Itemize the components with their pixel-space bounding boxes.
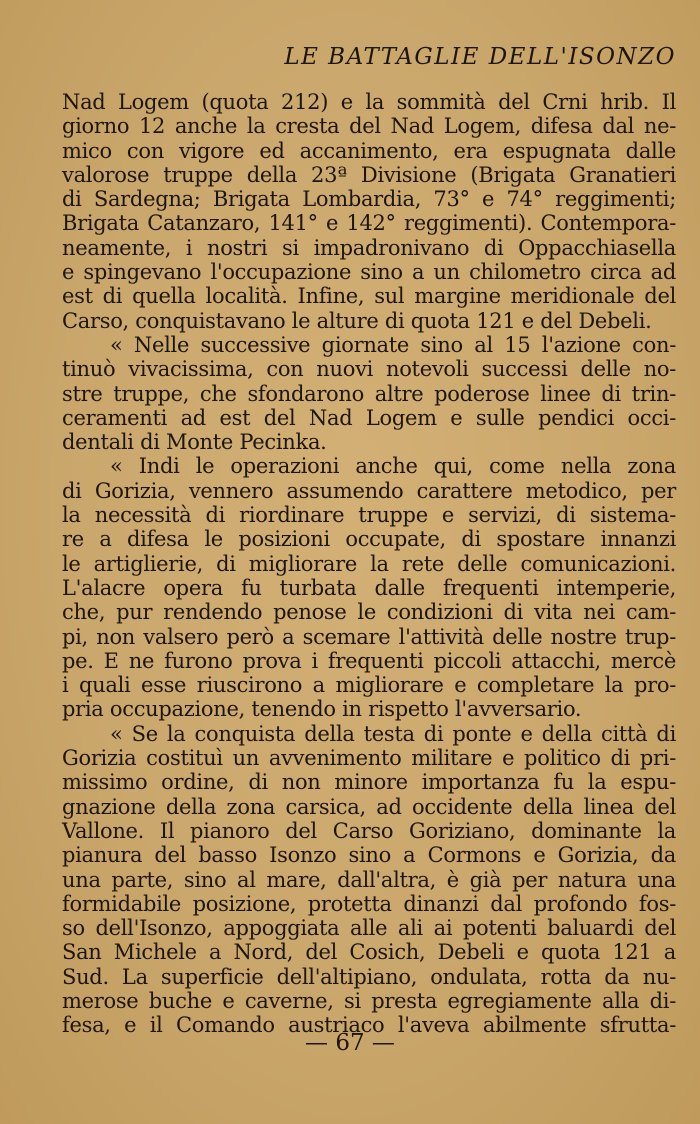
text-line: tinuò vivacissima, con nuovi notevoli successi delle no- <box>62 357 676 382</box>
text-line: L'alacre opera fu turbata dalle frequenti intemperie, <box>62 575 676 600</box>
text-line: pianura del basso Isonzo sino a Cormons e Gorizia, da <box>62 843 676 868</box>
text-line: merose buche e caverne, si presta egregiamente alla di- <box>62 988 676 1013</box>
text-line: Gorizia costituì un avvenimento militare e politico di pri- <box>62 746 676 771</box>
text-line: valorose truppe della 23ª Divisione (Brigata Granatieri <box>62 162 676 187</box>
text-line: i quali esse riuscirono a migliorare e completare la pro- <box>62 673 676 698</box>
text-line: San Michele a Nord, del Cosich, Debeli e quota 121 a <box>62 940 676 965</box>
text-line: stre truppe, che sfondarono altre poderose linee di trin- <box>62 381 676 406</box>
text-line: gnazione della zona carsica, ad occidente della linea del <box>62 794 676 819</box>
text-line: Nad Logem (quota 212) e la sommità del Crni hrib. Il <box>62 90 676 114</box>
text-line: Vallone. Il pianoro del Carso Goriziano, dominante la <box>62 818 676 843</box>
text-line: est di quella località. Infine, sul margine meridionale del <box>62 284 676 309</box>
text-line: « Indi le operazioni anche qui, come nella zona <box>110 454 676 479</box>
text-line: una parte, sino al mare, dall'altra, è già per natura una <box>62 867 676 892</box>
text-line: Sud. La superficie dell'altipiano, ondulata, rotta da nu- <box>62 964 676 989</box>
text-line: di Sardegna; Brigata Lombardia, 73° e 74° reggimenti; <box>62 187 676 212</box>
text-line: la necessità di riordinare truppe e servizi, di sistema- <box>62 503 676 528</box>
text-line: Brigata Catanzaro, 141° e 142° reggimenti). Contempora- <box>62 211 676 236</box>
text-line: missimo ordine, di non minore importanza fu la espu- <box>62 770 676 795</box>
text-line: neamente, i nostri si impadronivano di Oppacchiasella <box>62 235 676 260</box>
text-line: le artiglierie, di migliorare la rete delle comunicazioni. <box>62 551 676 576</box>
text-line: dentali di Monte Pecinka. <box>62 430 327 455</box>
text-line: so dell'Isonzo, appoggiata alle ali ai potenti baluardi del <box>62 916 676 941</box>
text-line: pe. E ne furono prova i frequenti piccoli attacchi, mercè <box>62 648 676 673</box>
text-line: ceramenti ad est del Nad Logem e sulle pendici occi- <box>62 405 676 430</box>
text-line: giorno 12 anche la cresta del Nad Logem, difesa dal ne- <box>62 114 676 139</box>
page-number: — 67 — <box>305 1030 395 1056</box>
text-line: e spingevano l'occupazione sino a un chilometro circa ad <box>62 260 676 285</box>
running-header: LE BATTAGLIE DELL'ISONZO <box>284 44 676 70</box>
text-line: « Se la conquista della testa di ponte e della città di <box>110 721 676 746</box>
text-line: re a difesa le posizioni occupate, di spostare innanzi <box>62 527 676 552</box>
text-line: « Nelle successive giornate sino al 15 l'azione con- <box>110 332 676 357</box>
text-line: pi, non valsero però a scemare l'attività delle nostre trup- <box>62 624 676 649</box>
text-line: fesa, e il Comando austriaco l'aveva abilmente sfrutta- <box>62 1013 676 1038</box>
text-line: pria occupazione, tenendo in rispetto l'avversario. <box>62 697 582 722</box>
text-line: formidabile posizione, protetta dinanzi dal profondo fos- <box>62 891 676 916</box>
body-text <box>62 90 676 1038</box>
text-line: mico con vigore ed accanimento, era espugnata dalle <box>62 138 676 163</box>
text-line: di Gorizia, vennero assumendo carattere metodico, per <box>62 478 676 503</box>
text-line: che, pur rendendo penose le condizioni di vita nei cam- <box>62 600 676 625</box>
text-line: Carso, conquistavano le alture di quota 121 e del Debeli. <box>62 308 652 333</box>
